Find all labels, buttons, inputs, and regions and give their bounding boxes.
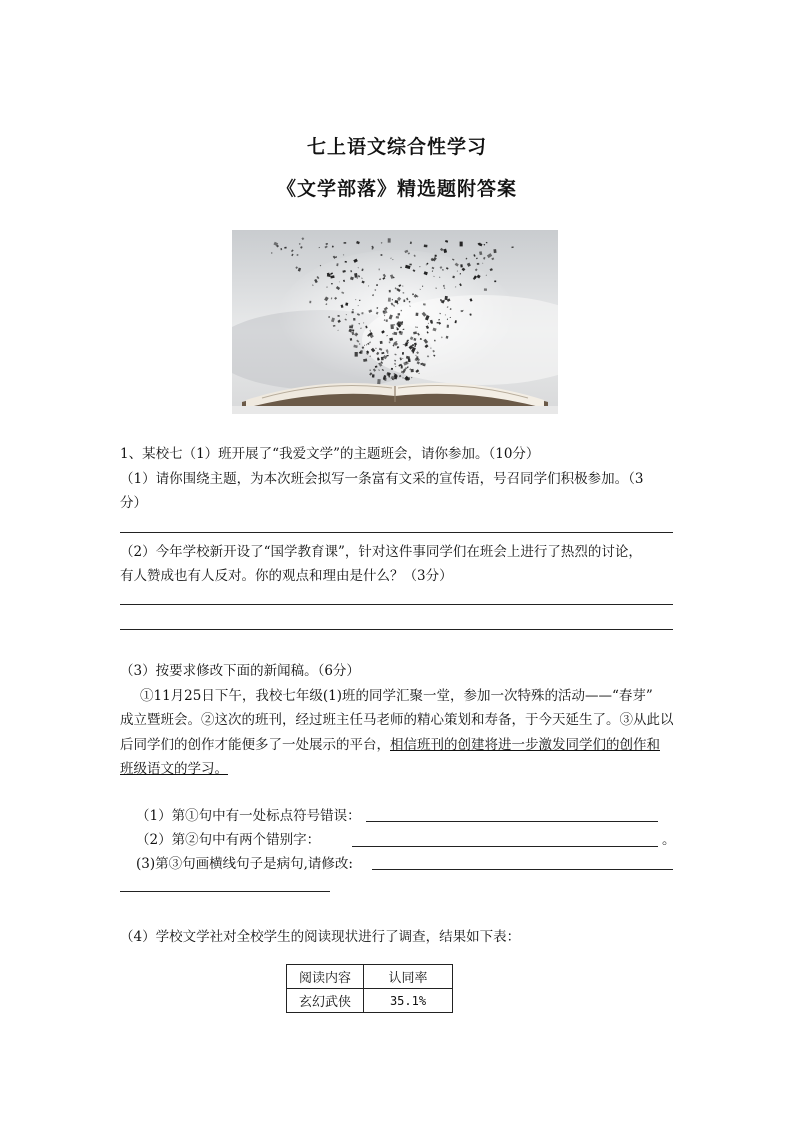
news-line-1: ①11月25日下午，我校七年级(1)班的同学汇聚一堂，参加一次特殊的活动——“春芽” — [140, 688, 653, 704]
answer-line-sub-2[interactable] — [352, 846, 658, 847]
sub-question-3: (3)第③句画横线句子是病句,请修改: — [136, 856, 353, 872]
table-cell-category: 玄幻武侠 — [287, 989, 364, 1013]
answer-line-part-2-b[interactable] — [120, 629, 673, 630]
answer-line-sub-3-a[interactable] — [372, 869, 673, 870]
question-1-part-2-line-2: 有人赞成也有人反对。你的观点和理由是什么？（3分） — [120, 568, 453, 584]
sub-question-2-end: 。 — [662, 832, 676, 848]
question-1-part-1-line-1: （1）请你围绕主题，为本次班会拟写一条富有文采的宣传语，号召同学们积极参加。（3 — [120, 471, 644, 487]
news-underlined-sentence-end: 班级语文的学习。 — [120, 761, 228, 777]
document-subtitle: 《文学部落》精选题附答案 — [276, 178, 517, 200]
news-underlined-sentence-start: 相信班刊的创建将进一步激发同学们的创作和 — [390, 737, 660, 753]
cover-image — [232, 230, 558, 414]
open-book-letters-illustration — [232, 230, 558, 414]
question-1-part-2-line-1: （2）今年学校新开设了“国学教育课”，针对这件事同学们在班会上进行了热烈的讨论， — [120, 544, 642, 560]
answer-line-sub-3-b[interactable] — [120, 891, 330, 892]
question-1-part-4-stem: （4）学校文学社对全校学生的阅读现状进行了调查，结果如下表： — [120, 929, 521, 945]
answer-line-part-2-a[interactable] — [120, 604, 673, 605]
document-title: 七上语文综合性学习 — [306, 136, 487, 158]
sub-question-1: （1）第①句中有一处标点符号错误： — [136, 808, 361, 824]
table-header-row — [287, 965, 453, 989]
reading-survey-table — [286, 964, 453, 1013]
answer-line-sub-1[interactable] — [366, 821, 658, 822]
table-cell-rate: 35.1% — [364, 989, 453, 1013]
table-header-reading-content: 阅读内容 — [287, 965, 364, 989]
answer-line-part-1[interactable] — [120, 532, 673, 533]
question-1-part-1-line-2: 分） — [120, 495, 147, 511]
table-row — [287, 989, 453, 1013]
table-header-approval-rate: 认同率 — [364, 965, 453, 989]
question-1-stem: 1、某校七（1）班开展了“我爱文学”的主题班会，请你参加。（10分） — [120, 446, 540, 462]
news-line-2: 成立暨班会。②这次的班刊，经过班主任马老师的精心策划和寿备，于今天延生了。③从此以 — [120, 712, 674, 728]
news-line-3 — [120, 735, 660, 755]
news-line-3-plain: 后同学们的创作才能便多了一处展示的平台， — [120, 737, 390, 753]
sub-question-2: （2）第②句中有两个错别字： — [136, 832, 321, 848]
question-1-part-3-stem: （3）按要求修改下面的新闻稿。（6分） — [120, 663, 360, 679]
